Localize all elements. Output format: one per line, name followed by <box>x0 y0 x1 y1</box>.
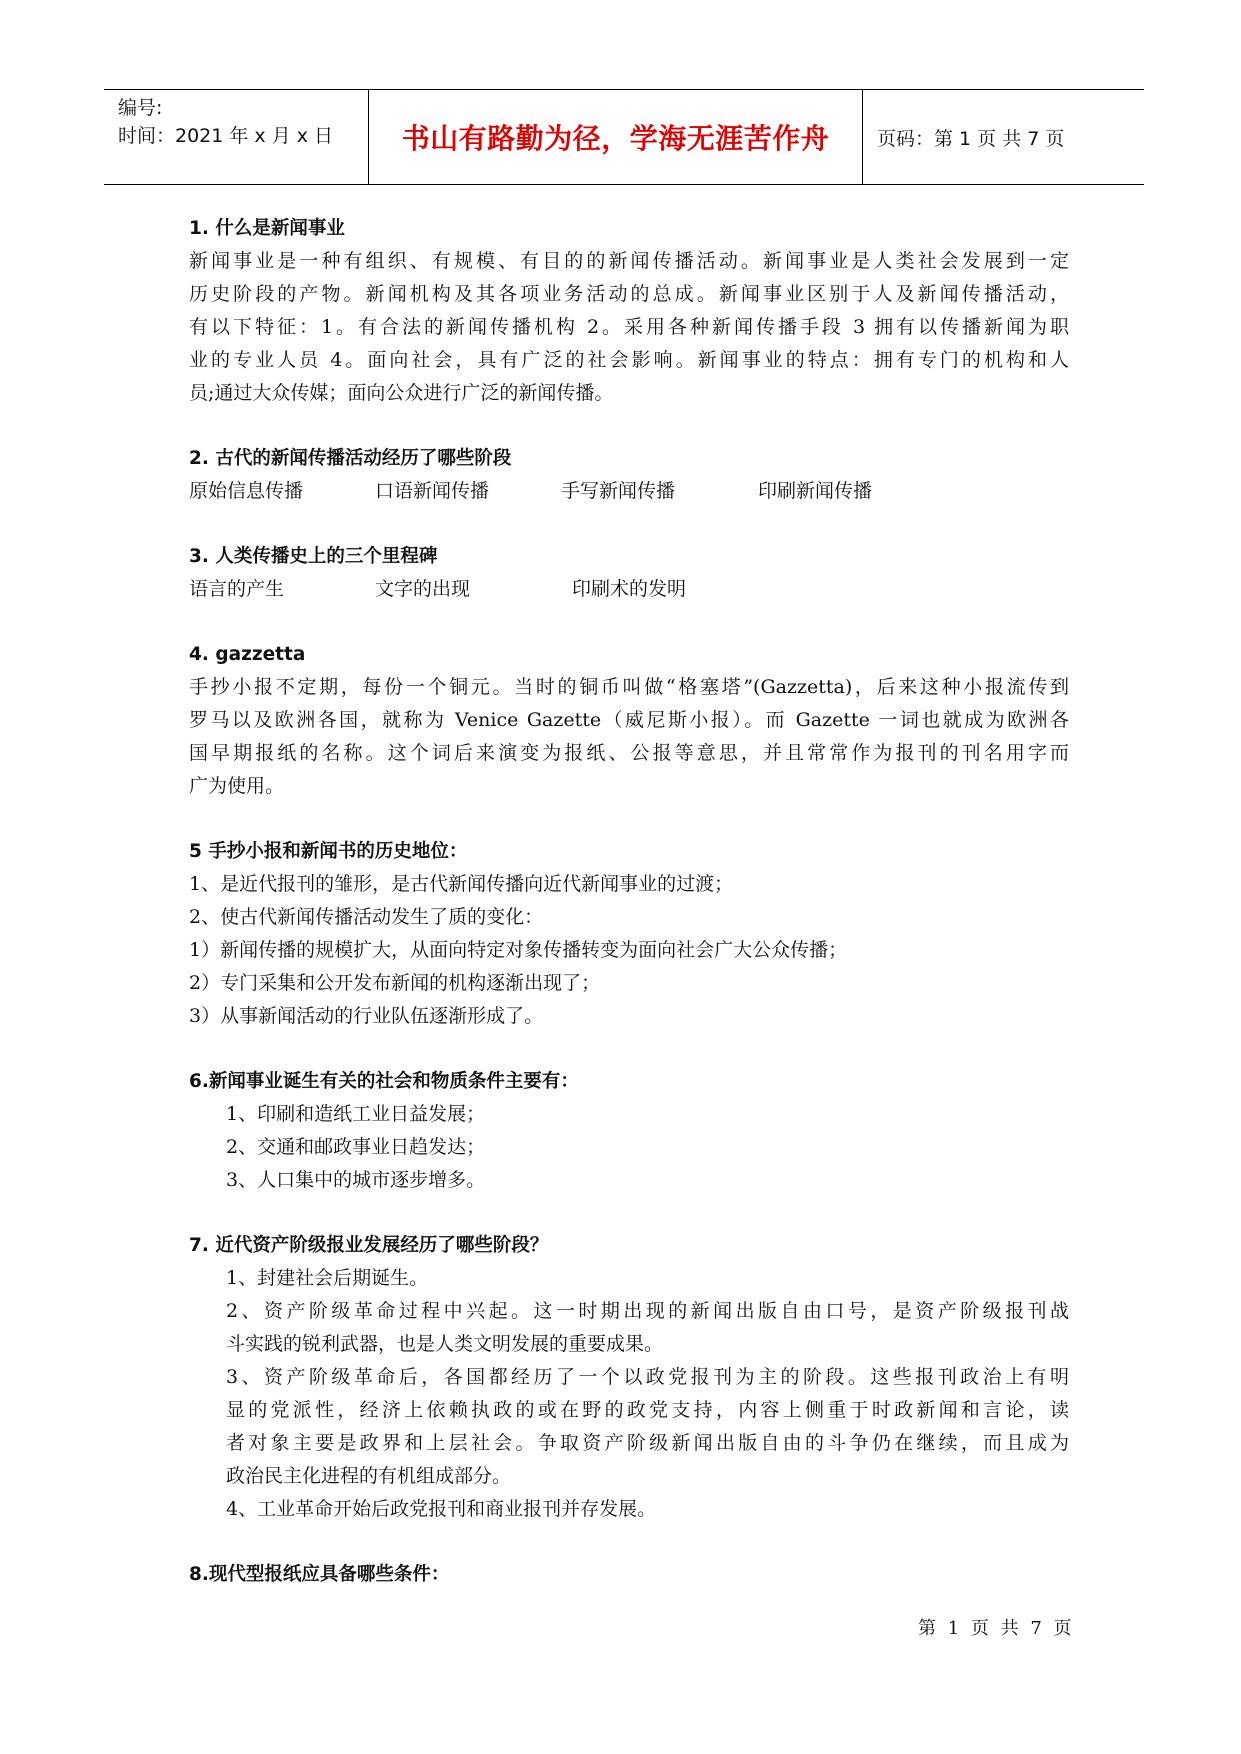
section-5-line: 2）专门采集和公开发布新闻的机构逐渐出现了； <box>189 972 601 994</box>
section-4-line: 国早期报纸的名称。这个词后来演变为报纸、公报等意思，并且常常作为报刊的刊名用字而 <box>189 742 1069 764</box>
section-5-line: 1）新闻传播的规模扩大，从面向特定对象传播转变为面向社会广大公众传播； <box>189 939 848 961</box>
section-2-items <box>189 475 1069 508</box>
section-7-line: 1、封建社会后期诞生。 <box>226 1267 429 1289</box>
header-page-label: 页码：第 1 页 共 7 页 <box>877 127 1065 150</box>
time-label: 时间：2021 年 x 月 x 日 <box>118 125 334 147</box>
section-4-title: 4. gazzetta <box>189 644 306 665</box>
stage-item: 印刷新闻传播 <box>758 480 873 502</box>
number-label: 编号: <box>118 97 163 119</box>
section-4-line: 手抄小报不定期，每份一个铜元。当时的铜币叫做“格塞塔”(Gazzetta)，后来这种小报流传到 <box>189 676 1069 698</box>
section-7-line: 斗实践的锐利武器，也是人类文明发展的重要成果。 <box>226 1333 664 1355</box>
section-4-line: 罗马以及欧洲各国，就称为 Venice Gazette（威尼斯小报）。而 Gazette 一词也就成为欧洲各 <box>189 709 1069 731</box>
section-5-title: 5 手抄小报和新闻书的历史地位： <box>189 841 468 862</box>
section-1-line: 业的专业人员 4。面向社会，具有广泛的社会影响。新闻事业的特点：拥有专门的机构和人 <box>189 349 1069 371</box>
milestone-item: 印刷术的发明 <box>572 578 687 600</box>
section-7-title: 7. 近代资产阶级报业发展经历了哪些阶段？ <box>189 1235 549 1256</box>
document-header <box>104 89 1144 185</box>
section-4-line: 广为使用。 <box>189 775 285 797</box>
stage-item: 原始信息传播 <box>189 480 304 502</box>
section-3-items <box>189 573 1069 606</box>
section-7-line: 显的党派性，经济上依赖执政的或在野的政党支持，内容上侧重于时政新闻和言论，读 <box>226 1399 1069 1421</box>
section-7-line: 2、资产阶级革命过程中兴起。这一时期出现的新闻出版自由口号，是资产阶级报刊战 <box>226 1300 1069 1322</box>
stage-item: 口语新闻传播 <box>375 480 490 502</box>
header-meta <box>104 90 369 184</box>
stage-item: 手写新闻传播 <box>561 480 676 502</box>
section-5-line: 1、是近代报刊的雏形，是古代新闻传播向近代新闻事业的过渡； <box>189 873 734 895</box>
section-7-line: 者对象主要是政界和上层社会。争取资产阶级新闻出版自由的斗争仍在继续，而且成为 <box>226 1432 1069 1454</box>
header-motto: 书山有路勤为径，学海无涯苦作舟 <box>369 90 863 184</box>
milestone-item: 语言的产生 <box>189 578 285 600</box>
section-6-line: 2、交通和邮政事业日趋发达； <box>226 1136 486 1158</box>
section-7-line: 4、工业革命开始后政党报刊和商业报刊并存发展。 <box>226 1498 657 1520</box>
section-6-title: 6.新闻事业诞生有关的社会和物质条件主要有： <box>189 1071 579 1092</box>
section-7-line: 3、资产阶级革命后，各国都经历了一个以政党报刊为主的阶段。这些报刊政治上有明 <box>226 1366 1069 1388</box>
section-1-title: 1. 什么是新闻事业 <box>189 218 345 239</box>
section-6-line: 1、印刷和造纸工业日益发展； <box>226 1103 486 1125</box>
section-5-line: 2、使古代新闻传播活动发生了质的变化： <box>189 906 544 928</box>
section-1-line: 新闻事业是一种有组织、有规模、有目的的新闻传播活动。新闻事业是人类社会发展到一定 <box>189 250 1069 272</box>
section-8-title: 8.现代型报纸应具备哪些条件： <box>189 1564 450 1585</box>
section-5-line: 3）从事新闻活动的行业队伍逐渐形成了。 <box>189 1005 544 1027</box>
section-1-line: 有以下特征：1。有合法的新闻传播机构 2。采用各种新闻传播手段 3 拥有以传播新闻为职 <box>189 316 1069 338</box>
document-body <box>189 212 1069 1591</box>
milestone-item: 文字的出现 <box>375 578 471 600</box>
page-footer: 第 1 页 共 7 页 <box>918 1618 1072 1639</box>
section-1-line: 历史阶段的产物。新闻机构及其各项业务活动的总成。新闻事业区别于人及新闻传播活动， <box>189 283 1069 305</box>
section-2-title: 2. 古代的新闻传播活动经历了哪些阶段 <box>189 448 512 469</box>
section-6-line: 3、人口集中的城市逐步增多。 <box>226 1169 486 1191</box>
section-7-line: 政治民主化进程的有机组成部分。 <box>226 1465 512 1487</box>
section-3-title: 3. 人类传播史上的三个里程碑 <box>189 546 438 567</box>
section-1-line: 员;通过大众传媒；面向公众进行广泛的新闻传播。 <box>189 382 614 404</box>
